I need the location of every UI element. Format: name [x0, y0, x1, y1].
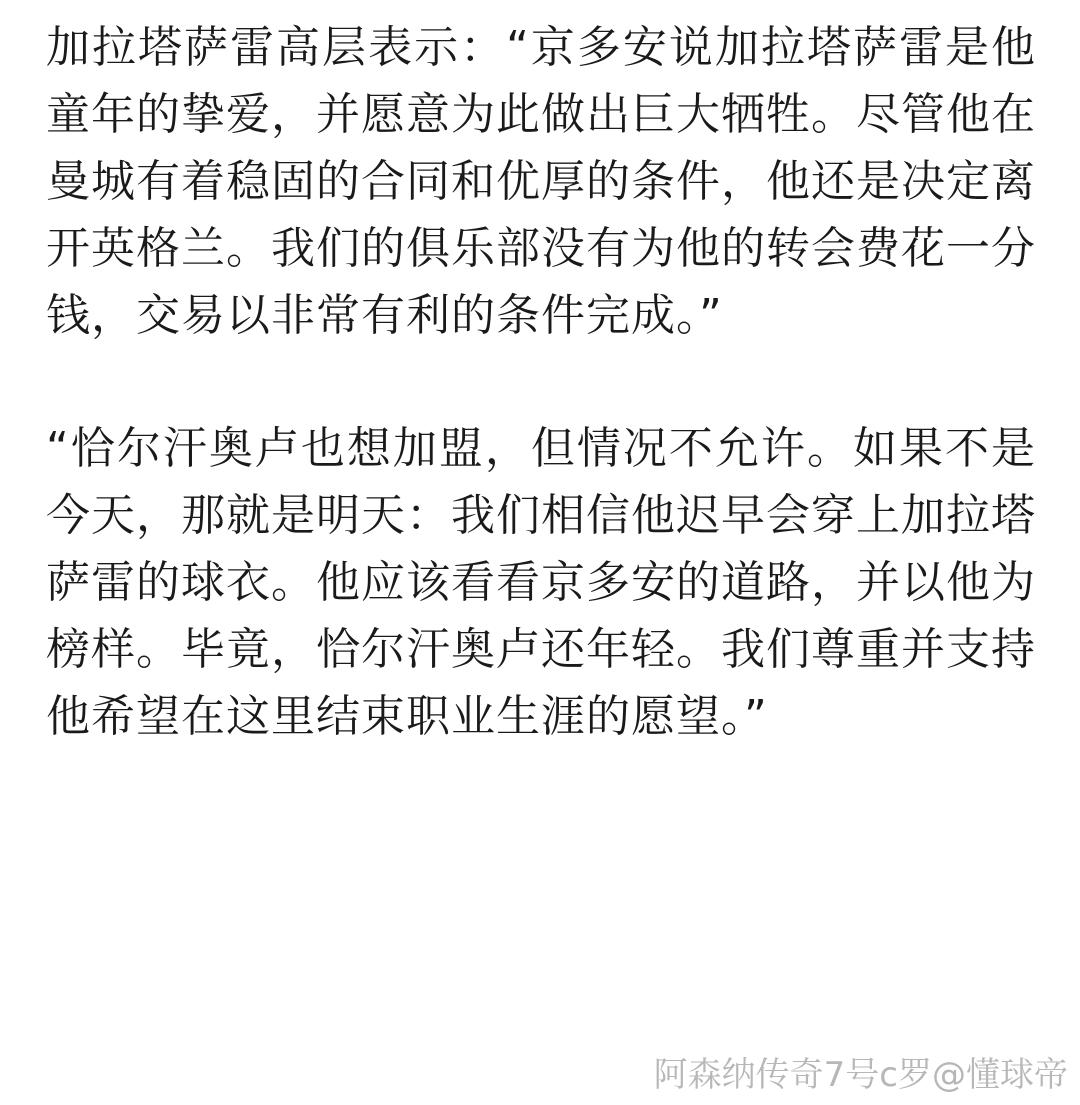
article-body	[46, 14, 1036, 750]
paragraph-1: 加拉塔萨雷高层表示：“京多安说加拉塔萨雷是他童年的挚爱，并愿意为此做出巨大牺牲。尽管他在曼城有着稳固的合同和优厚的条件，他还是决定离开英格兰。我们的俱乐部没有为他的转会费花一分钱，交易以非常有利的条件完成。”	[46, 22, 1036, 341]
watermark: 阿森纳传奇7号c罗@懂球帝	[653, 1055, 1068, 1095]
paragraph-2: “恰尔汗奥卢也想加盟，但情况不允许。如果不是今天，那就是明天：我们相信他迟早会穿上加拉塔萨雷的球衣。他应该看看京多安的道路，并以他为榜样。毕竟，恰尔汗奥卢还年轻。我们尊重并支持他希望在这里结束职业生涯的愿望。”	[46, 423, 1036, 742]
